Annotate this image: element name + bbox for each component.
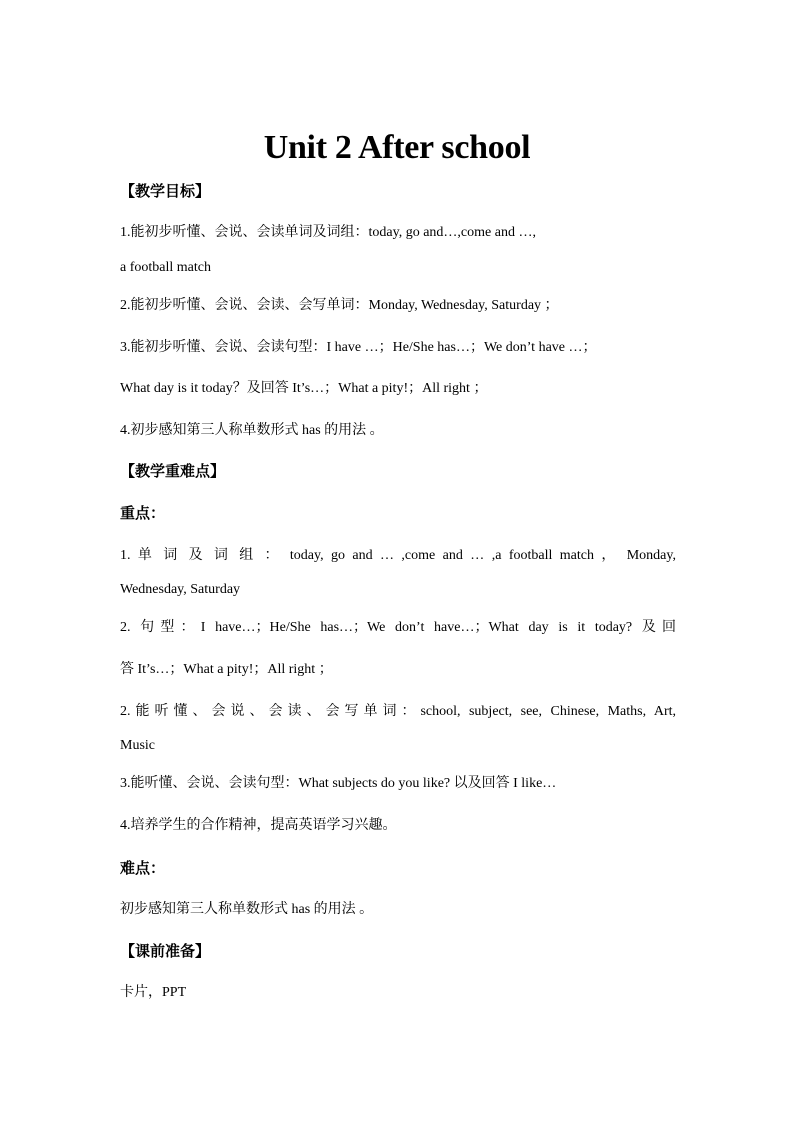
objectives-heading: 【教学目标】 [120, 182, 211, 200]
difficulty-label: 难点： [120, 859, 166, 877]
focus-point-3-line-1: 2.能听懂、会说、会读、会写单词：school, subject, see, Chinese, Maths, Art, [120, 704, 676, 719]
focus-point-3-line-2: Music [120, 738, 155, 753]
focus-point-2-line-2: 答 It’s…；What a pity!；All right ； [120, 662, 333, 677]
objective-item-1-line-2: a football match [120, 260, 211, 275]
objective-item-3-line-2: What day is it today？及回答 It’s…；What a pity!；All right ； [120, 381, 488, 396]
focus-point-2-line-1: 2. 句型：I have…；He/She has…；We don’t have…；What day is it today? 及回 [120, 620, 676, 635]
focus-label: 重点： [120, 504, 166, 522]
difficulty-text: 初步感知第三人称单数形式 has 的用法 。 [120, 902, 374, 917]
page-title: Unit 2 After school [263, 129, 531, 166]
objective-item-3-line-1: 3.能初步听懂、会说、会读句型：I have …；He/She has…；We don’t have …； [120, 340, 597, 355]
objective-item-1-line-1: 1.能初步听懂、会说、会读单词及词组：today, go and…,come and …, [120, 225, 536, 240]
objective-item-2: 2.能初步听懂、会说、会读、会写单词：Monday, Wednesday, Saturday ； [120, 298, 559, 313]
key-points-heading: 【教学重难点】 [120, 462, 226, 480]
focus-point-1-line-1: 1. 单 词 及 词 组 ： today, go and … ,come and … ,a football match ， Monday, [120, 548, 676, 563]
preparation-heading: 【课前准备】 [120, 942, 211, 960]
focus-point-4: 3.能听懂、会说、会读句型：What subjects do you like? 以及回答 I like… [120, 776, 557, 791]
focus-point-5: 4.培养学生的合作精神，提高英语学习兴趣。 [120, 818, 397, 833]
preparation-text: 卡片，PPT [120, 985, 187, 1000]
focus-point-1-line-2: Wednesday, Saturday [120, 582, 241, 597]
objective-item-4: 4.初步感知第三人称单数形式 has 的用法 。 [120, 423, 384, 438]
